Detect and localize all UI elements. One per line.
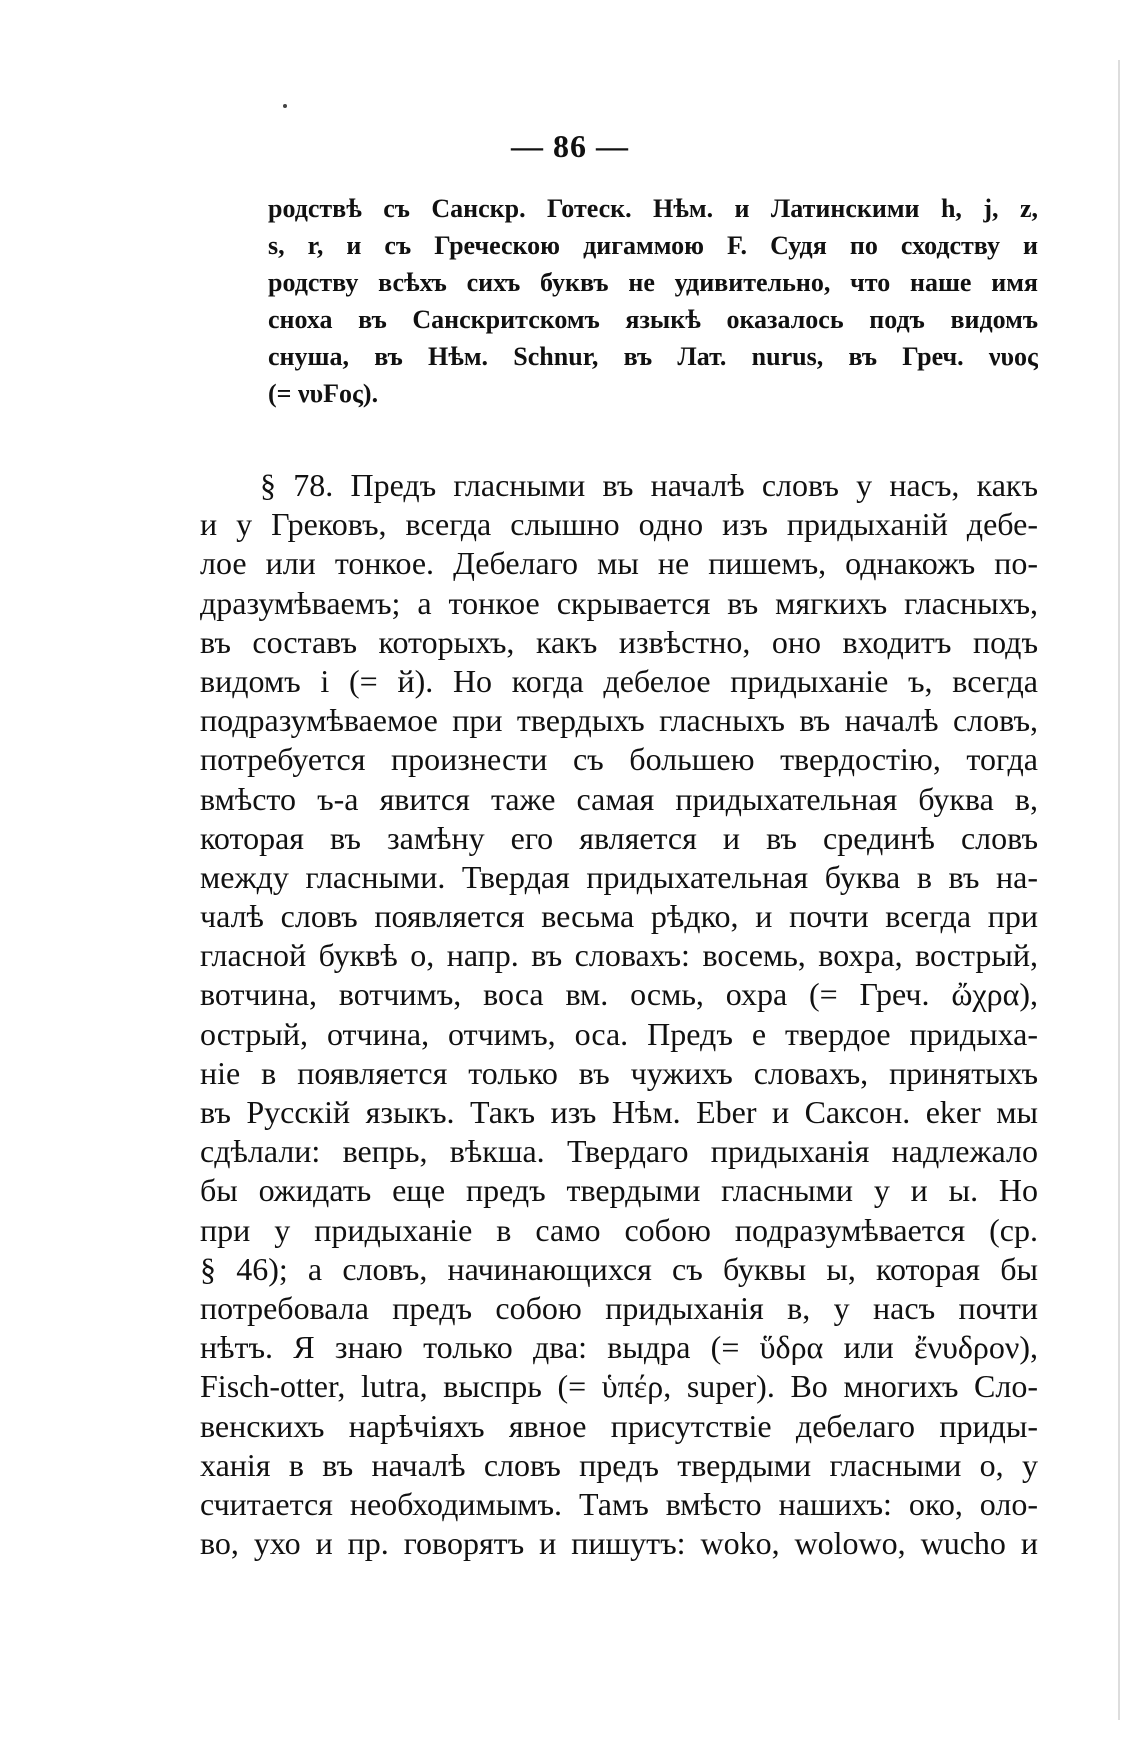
body-line: § 78. Предъ гласными въ началѣ словъ у насъ, какъ — [260, 467, 1038, 503]
page-edge-shadow — [1118, 60, 1120, 1720]
body-line: во, ухо и пр. говорятъ и пишутъ: woko, wolowo, wucho и — [200, 1525, 1038, 1562]
body-line: подразумѣваемое при твердыхъ гласныхъ въ началѣ словъ, — [200, 702, 1038, 739]
body-line: острый, отчина, отчимъ, оса. Предъ е твердое придыха- — [200, 1015, 1038, 1052]
body-line: гласной буквѣ о, напр. въ словахъ: восемь, вохра, вострый, — [200, 937, 1038, 974]
footnote-line: сноха въ Санскритскомъ языкѣ оказалось подъ видомъ — [268, 305, 1038, 334]
print-speck — [283, 104, 287, 108]
body-line: потребовала предъ собою придыханія в, у насъ почти — [200, 1289, 1038, 1326]
body-line: вмѣсто ъ-а явится таже самая придыхательная буква в, — [200, 780, 1038, 817]
footnote-line: родству всѣхъ сихъ буквъ не удивительно, что наше имя — [268, 268, 1038, 297]
body-line: въ составъ которыхъ, какъ извѣстно, оно входитъ подъ — [200, 623, 1038, 660]
body-line: которая въ замѣну его является и въ срединѣ словъ — [200, 819, 1038, 856]
body-line: дразумѣваемъ; а тонкое скрывается въ мягкихъ гласныхъ, — [200, 584, 1038, 621]
body-line: вотчина, вотчимъ, воса вм. осмь, охра (= Греч. ὤχρα), — [200, 976, 1038, 1013]
body-line: въ Русскій языкъ. Такъ изъ Нѣм. Eber и Саксон. eker мы — [200, 1094, 1038, 1130]
body-line: бы ожидать еще предъ твердыми гласными у и ы. Но — [200, 1172, 1038, 1209]
body-line: при у придыханіе в само собою подразумѣвается (ср. — [200, 1211, 1038, 1248]
body-line: Fisch-otter, lutra, выспрь (= ὑπέρ, super). Во многихъ Сло- — [200, 1368, 1038, 1405]
body-line: видомъ і (= й). Но когда дебелое придыханіе ъ, всегда — [200, 662, 1038, 699]
footnote-line: (= νυϜος). — [268, 379, 379, 408]
footnote-continuation — [268, 190, 1038, 412]
body-line: сдѣлали: вепрь, вѣкша. Твердаго придыханія надлежало — [200, 1133, 1038, 1170]
body-line: между гласными. Твердая придыхательная буква в въ на- — [200, 858, 1038, 895]
section-78-paragraph — [200, 466, 1038, 1563]
body-line: ніе в появляется только въ чужихъ словахъ, принятыхъ — [200, 1054, 1038, 1091]
body-line: и у Грековъ, всегда слышно одно изъ придыханій дебе- — [200, 506, 1038, 543]
footnote-line: родствѣ съ Санскр. Готеск. Нѣм. и Латинскими h, j, z, — [268, 194, 1038, 223]
body-line: § 46); а словъ, начинающихся съ буквы ы, которая бы — [200, 1250, 1038, 1287]
body-line: ханія в въ началѣ словъ предъ твердыми гласными о, у — [200, 1446, 1038, 1483]
footnote-line: снуша, въ Нѣм. Schnur, въ Лат. nurus, въ Греч. νυος — [268, 342, 1038, 371]
body-line: нѣтъ. Я знаю только два: выдра (= ὕδρα или ἔνυδρον), — [200, 1329, 1038, 1366]
page-number: — 86 — — [511, 128, 629, 164]
body-line: чалѣ словъ появляется весьма рѣдко, и почти всегда при — [200, 898, 1038, 935]
body-line: потребуется произнести съ большею твердостію, тогда — [200, 741, 1038, 778]
body-line: венскихъ нарѣчіяхъ явное присутствіе дебелаго приды- — [200, 1407, 1038, 1444]
body-line: считается необходимымъ. Тамъ вмѣсто нашихъ: око, оло- — [200, 1485, 1038, 1522]
footnote-line: s, r, и съ Греческою дигаммою F. Судя по сходству и — [268, 231, 1038, 260]
body-line: лое или тонкое. Дебелаго мы не пишемъ, однакожъ по- — [200, 545, 1038, 582]
